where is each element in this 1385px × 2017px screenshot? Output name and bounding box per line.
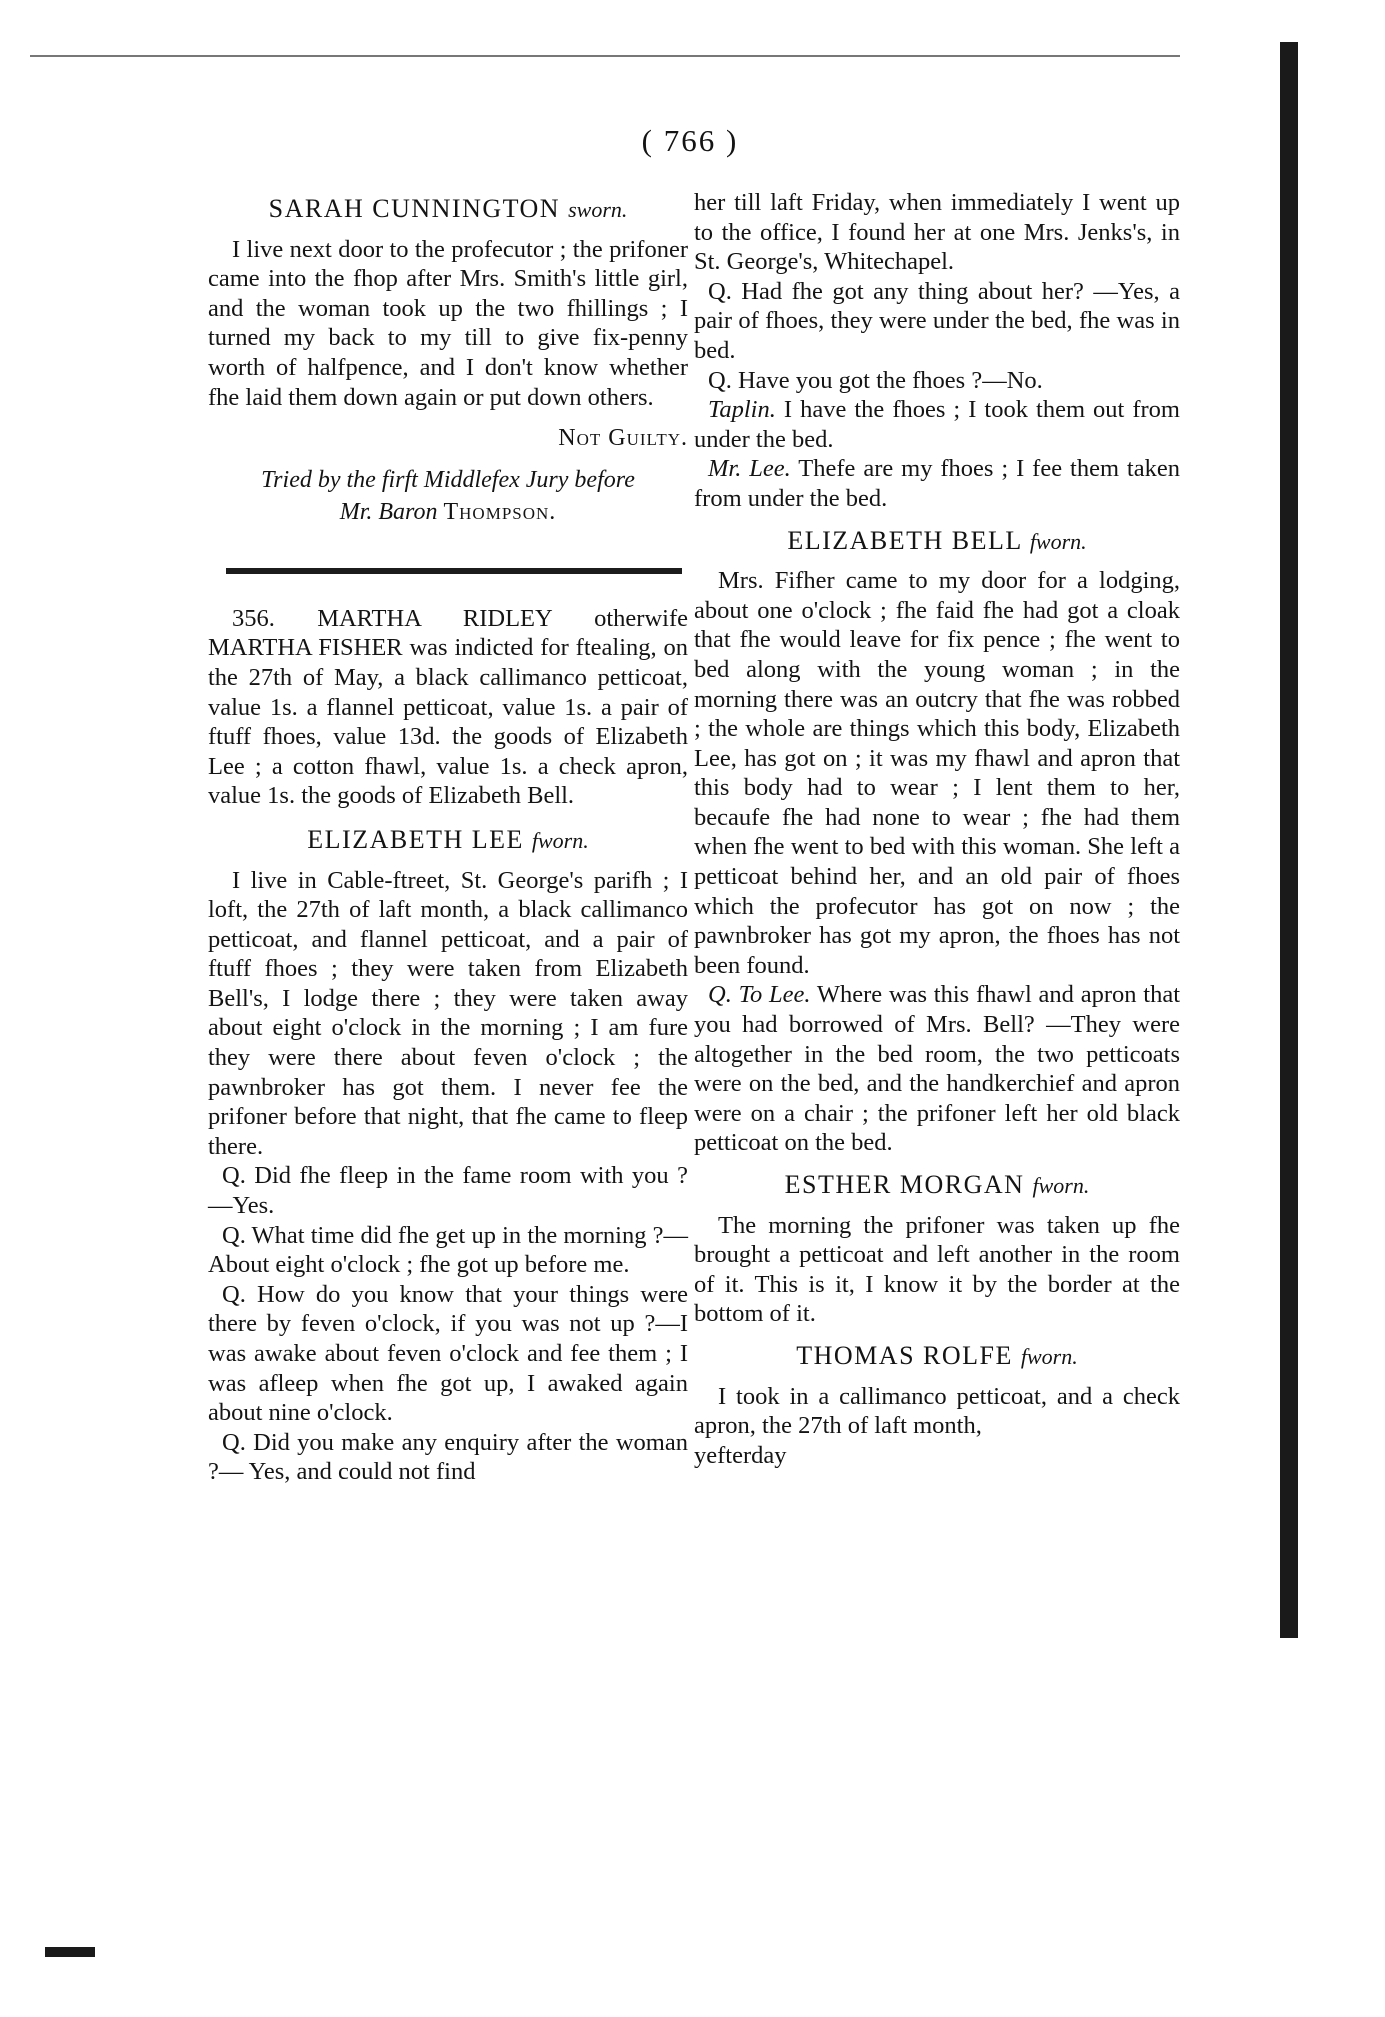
verdict: Not Guilty. bbox=[558, 425, 688, 452]
witness-heading-esther-morgan: ESTHER MORGAN fworn. bbox=[784, 1170, 1090, 1199]
right-column bbox=[694, 188, 1180, 1470]
testimony-paragraph: The morning the prifoner was taken up fhe brought a petticoat and left another in the room of it. This is it, I know it by the border at the bottom of it. bbox=[694, 1211, 1180, 1328]
page-number: ( 766 ) bbox=[641, 123, 739, 158]
scan-top-rule bbox=[30, 55, 1180, 57]
witness-heading-thomas-rolfe: THOMAS ROLFE fworn. bbox=[796, 1340, 1078, 1370]
question-answer: Q. How do you know that your things were there by feven o'clock, if you was not up ?—I was awake about feven o'clock and fee them ; I was afleep when fhe got up, I awaked again about nine o'clock. bbox=[208, 1280, 688, 1427]
witness-heading-sarah-cunnington: SARAH CUNNINGTON sworn. bbox=[268, 194, 628, 223]
question-answer: Q. Did you make any enquiry after the woman ?— Yes, and could not find bbox=[208, 1428, 688, 1486]
indictment-paragraph: 356. MARTHA RIDLEY otherwife MARTHA FISHER was indicted for ftealing, on the 27th of May, a black callimanco petticoat, value 1s. a flannel petticoat, value 1s. a pair of ftuff fhoes, value 13d. the goods of Elizabeth Lee ; a cotton fhawl, value 1s. a check apron, value 1s. the goods of Elizabeth Bell. bbox=[208, 604, 688, 810]
question-answer: Q. What time did fhe get up in the morning ?—About eight o'clock ; fhe got up before me. bbox=[208, 1221, 688, 1279]
testimony-taplin: Taplin. I have the fhoes ; I took them out from under the bed. bbox=[694, 396, 1180, 453]
catchword: yefterday bbox=[694, 1441, 787, 1469]
testimony-paragraph: I took in a callimanco petticoat, and a check apron, the 27th of laft month, bbox=[694, 1382, 1180, 1440]
question-answer: Q. Have you got the fhoes ?—No. bbox=[708, 366, 1043, 394]
testimony-mr-lee: Mr. Lee. Thefe are my fhoes ; I fee them taken from under the bed. bbox=[694, 455, 1180, 512]
question-answer: Q. Did fhe fleep in the fame room with you ?—Yes. bbox=[208, 1162, 688, 1220]
testimony-paragraph: I live next door to the profecutor ; the prifoner came into the fhop after Mrs. Smith's little girl, and the woman took up the two fhillings ; I turned my back to my till to give fix-penny worth of halfpence, and I don't know whether fhe laid them down again or put down others. bbox=[208, 235, 688, 411]
witness-heading-elizabeth-bell: ELIZABETH BELL fworn. bbox=[787, 525, 1087, 555]
section-divider bbox=[226, 568, 682, 574]
jury-note: Tried by the firft Middlefex Jury before Mr. Baron Thompson. bbox=[261, 466, 635, 525]
left-column bbox=[208, 188, 688, 1487]
scan-bottom-left-mark bbox=[45, 1947, 95, 1957]
testimony-continuation: her till laft Friday, when immediately I went up to the office, I found her at one Mrs. Jenks's, in St. George's, Whitechapel. bbox=[694, 189, 1180, 276]
scan-right-edge-bar bbox=[1280, 42, 1298, 1638]
question-answer: Q. Had fhe got any thing about her? —Yes, a pair of fhoes, they were under the bed, fhe was in bed. bbox=[694, 277, 1180, 364]
testimony-paragraph: I live in Cable-ftreet, St. George's parifh ; I loft, the 27th of laft month, a black callimanco petticoat, and flannel petticoat, and a pair of ftuff fhoes ; they were taken from Elizabeth Bell's, I lodge there ; they were taken away about eight o'clock in the morning ; I am fure they were there about feven o'clock ; the pawnbroker has got them. I never fee the prifoner before that night, that fhe came to fleep there. bbox=[208, 866, 688, 1160]
testimony-paragraph: Mrs. Fifher came to my door for a lodging, about one o'clock ; fhe faid fhe had got a cloak that fhe would leave for fix pence ; fhe went to bed along with the young woman ; in the morning there was an outcry that fhe was robbed ; the whole are things which this body, Elizabeth Lee, has got on ; it was my fhawl and apron that this body had to wear ; I lent them to her, becaufe fhe had none to wear ; fhe had them when fhe went to bed with this woman. She left a petticoat behind her, and an old pair of fhoes which the profecutor has got on now ; the pawnbroker has got my apron, the fhoes has not been found. bbox=[694, 567, 1180, 979]
question-answer: Q. To Lee. Where was this fhawl and apron that you had borrowed of Mrs. Bell? —They were altogether in the bed room, the two petticoats were on the bed, and the handkerchief and apron were on a chair ; the prifoner left her old black petticoat on the bed. bbox=[694, 981, 1180, 1157]
witness-heading-elizabeth-lee: ELIZABETH LEE fworn. bbox=[307, 824, 589, 854]
